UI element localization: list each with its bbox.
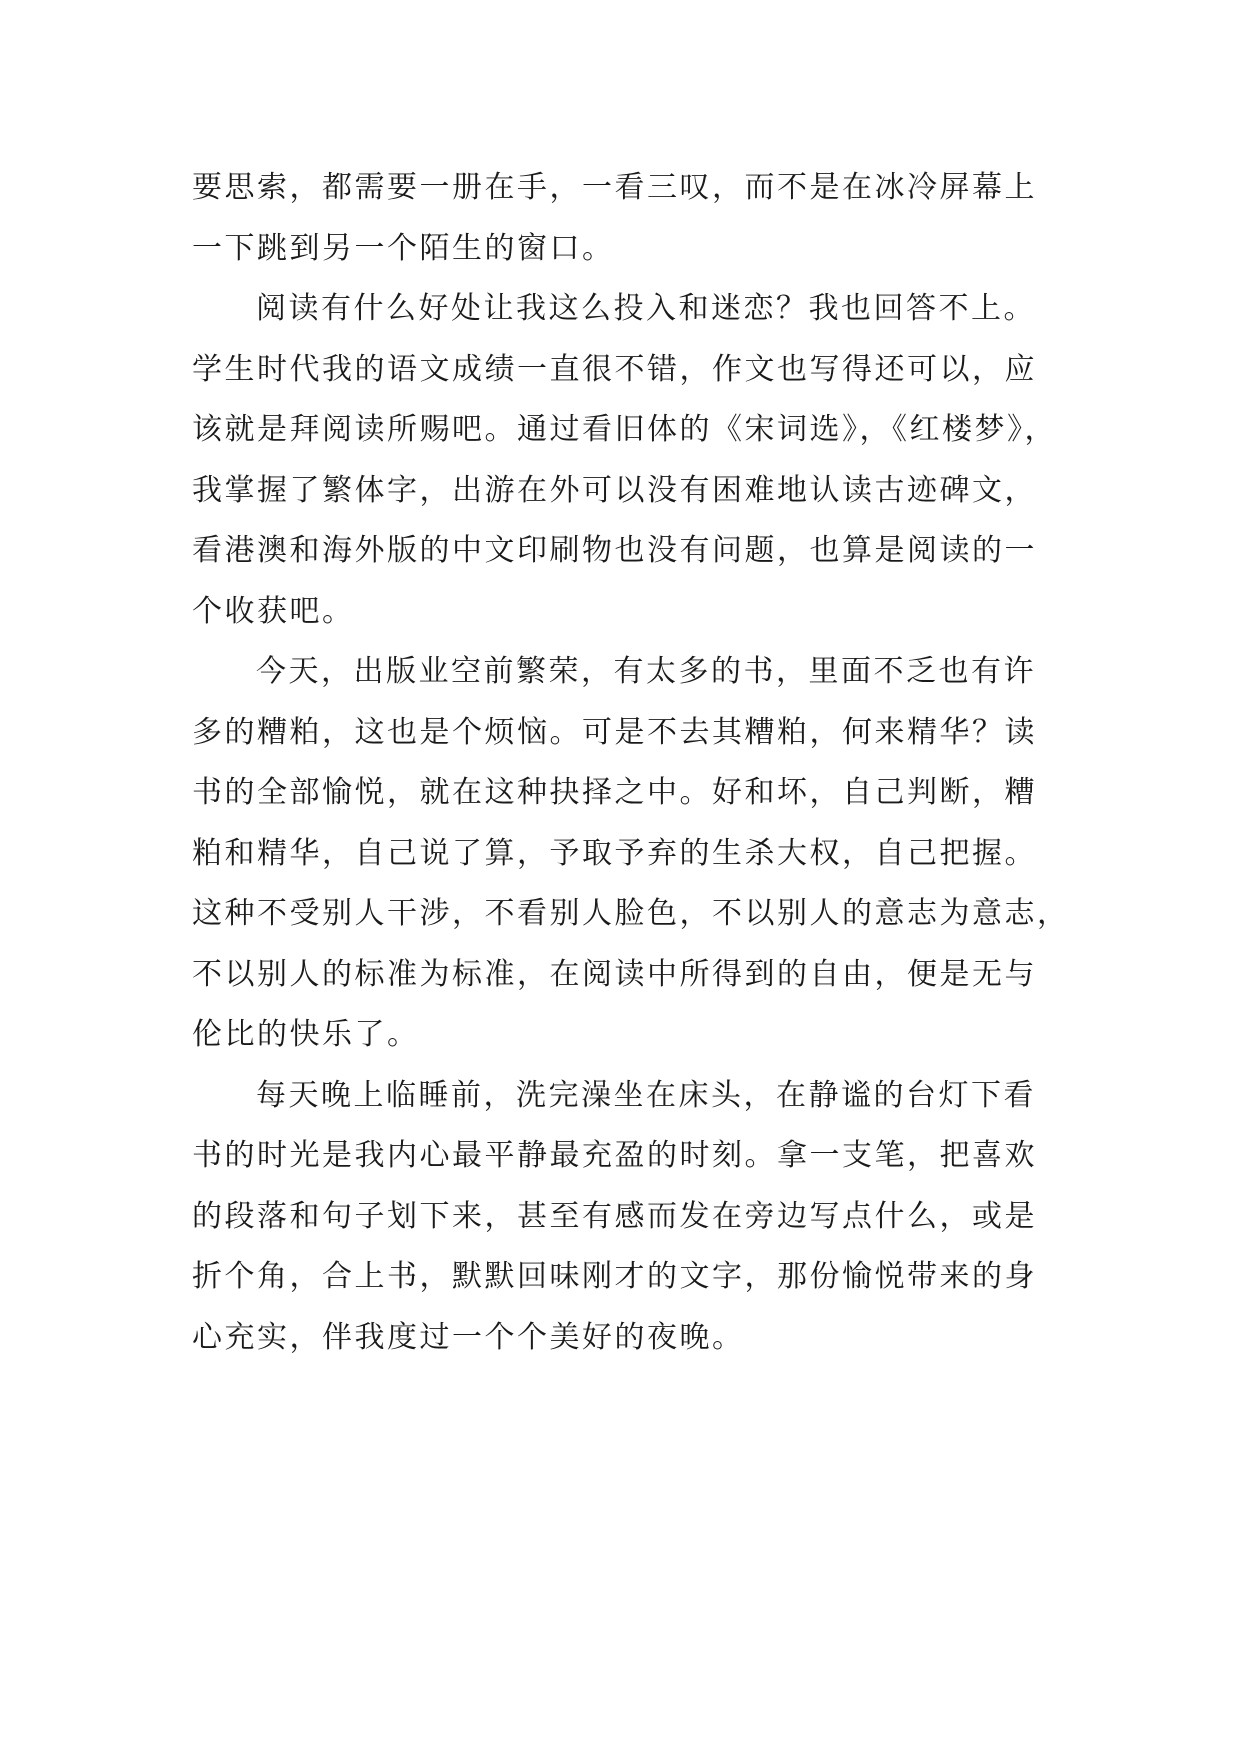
text-line-15: 伦比的快乐了。 (192, 1017, 420, 1052)
text-line-5: 该就是拜阅读所赐吧。通过看旧体的《宋词选》，《红楼梦》， (192, 412, 1057, 447)
text-line-17: 书的时光是我内心最平静最充盈的时刻。拿一支笔，把喜欢 (192, 1138, 1037, 1173)
text-line-16: 每天晚上临睡前，洗完澡坐在床头，在静谧的台灯下看 (256, 1077, 1036, 1113)
text-line-7: 看港澳和海外版的中文印刷物也没有问题，也算是阅读的一 (192, 533, 1037, 568)
text-line-20: 心充实，伴我度过一个个美好的夜晚。 (192, 1319, 745, 1355)
text-line-19: 折个角，合上书，默默回味刚才的文字，那份愉悦带来的身 (192, 1259, 1037, 1294)
text-line-12: 粕和精华，自己说了算，予取予弃的生杀大权，自己把握。 (192, 835, 1037, 871)
text-line-18: 的段落和句子划下来，甚至有感而发在旁边写点什么，或是 (192, 1198, 1037, 1234)
text-line-1: 要思索，都需要一册在手，一看三叹，而不是在冰冷屏幕上 (192, 170, 1037, 205)
text-line-4: 学生时代我的语文成绩一直很不错，作文也写得还可以，应 (192, 351, 1037, 387)
text-line-2: 一下跳到另一个陌生的窗口。 (192, 230, 615, 266)
body-text (192, 158, 1072, 1368)
text-line-9: 今天，出版业空前繁荣，有太多的书，里面不乏也有许 (256, 654, 1036, 689)
text-line-8: 个收获吧。 (192, 593, 355, 629)
text-line-11: 书的全部愉悦，就在这种抉择之中。好和坏，自己判断，糟 (192, 775, 1037, 810)
text-line-10: 多的糟粕，这也是个烦恼。可是不去其糟粕，何来精华？读 (192, 714, 1037, 750)
text-line-13: 这种不受别人干涉，不看别人脸色，不以别人的意志为意志， (192, 896, 1070, 931)
text-line-14: 不以别人的标准为标准，在阅读中所得到的自由，便是无与 (192, 956, 1037, 992)
text-line-3: 阅读有什么好处让我这么投入和迷恋？我也回答不上。 (256, 291, 1036, 326)
text-line-6: 我掌握了繁体字，出游在外可以没有困难地认读古迹碑文， (192, 472, 1037, 508)
